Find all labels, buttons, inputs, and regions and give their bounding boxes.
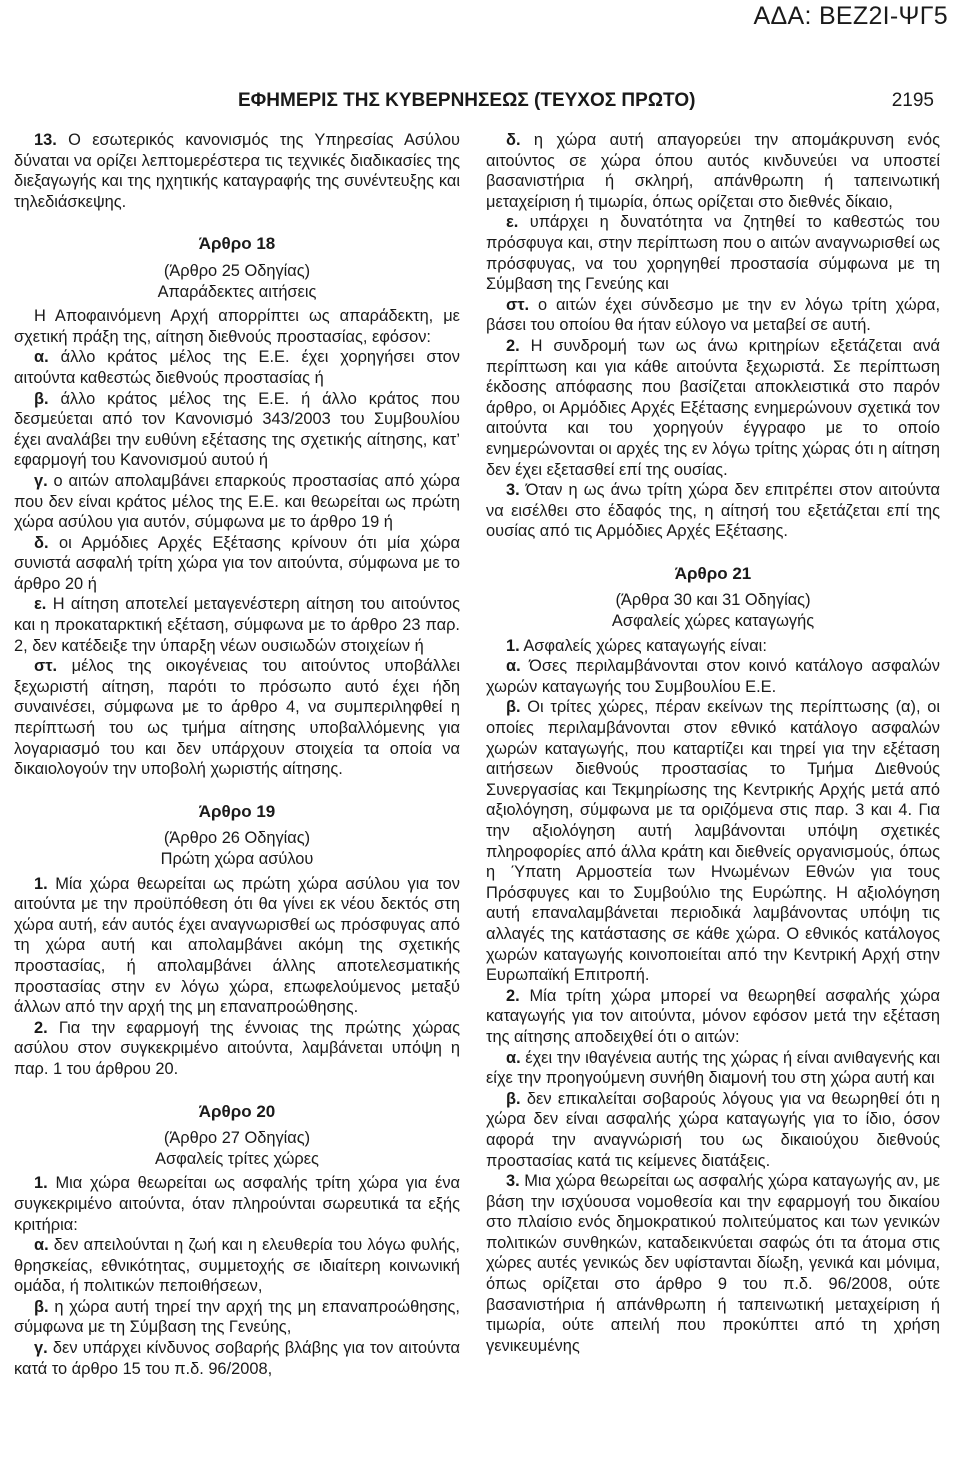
item-letter: α.	[506, 657, 521, 676]
item-text: Όσες περιλαμβάνονται στον κοινό κατάλογο ασφαλών χωρών καταγωγής του Συμβουλίου Ε.Ε.	[486, 657, 940, 696]
item-letter: στ.	[506, 295, 530, 314]
item-text: δεν υπάρχει κίνδυνος σοβαρής βλάβης για τον αιτούντα κατά το άρθρο 15 του π.δ. 96/2008,	[14, 1339, 460, 1378]
para-number: 13.	[34, 131, 57, 149]
item-letter: β.	[34, 1297, 49, 1316]
item-text: υπάρχει η δυνατότητα να ζητηθεί το καθεστώς του πρόσφυγα και, στην περίπτωση που ο αιτών αναγνωρισθεί ως πρόσφυγας, να του χορηγηθεί προστασία σύμφωνα με τη Σύμβαση της Γενεύης και	[486, 213, 940, 294]
para-text: Ασφαλείς χώρες καταγωγής είναι:	[519, 636, 767, 655]
article-19-par-1	[14, 874, 460, 1018]
article-20-item-st	[486, 295, 940, 336]
item-letter: δ.	[34, 533, 49, 552]
para-number: 2.	[34, 1018, 48, 1037]
article-21-item-b	[486, 697, 940, 985]
item-text: ο αιτών απολαμβάνει επαρκούς προστασίας από χώρα που δεν είναι κράτος μέλος της Ε.Ε. και θεωρείται ως πρώτη χώρα ασύλου για αυτόν, σύμφωνα με το άρθρο 19 ή	[14, 471, 460, 532]
item-letter: β.	[34, 389, 49, 408]
article-21-par-2-item-a	[486, 1048, 940, 1089]
item-text: άλλο κράτος μέλος της Ε.Ε. ή άλλο κράτος που δεσμεύεται από τον Κανονισμό 343/2003 του Συμβουλίου έχει αναλάβει την ευθύνη εξέτασης της σχετικής αίτησης, κατ’ εφαρμογή του Κανονισμού αυτού ή	[14, 389, 460, 470]
article-20-item-a	[14, 1235, 460, 1297]
item-text: η χώρα αυτή απαγορεύει την απομάκρυνση ενός αιτούντος σε χώρα όπου αυτός κινδυνεύει να υποστεί βασανιστήρια ή σκληρή, απάνθρωπη ή ταπεινωτική μεταχείριση ή τιμωρία, όπως ορίζεται στο διεθνές δίκαιο,	[486, 131, 940, 211]
para-number: 1.	[34, 874, 48, 893]
item-letter: δ.	[506, 131, 521, 149]
item-letter: β.	[506, 1089, 521, 1108]
item-text: δεν επικαλείται σοβαρούς λόγους για να θεωρηθεί ότι η χώρα δεν είναι ασφαλής χώρα καταγωγής για το ίδιο, όσον αφορά την αναγνώρισή του ως δικαιούχου διεθνούς προστασίας κατά τις κείμενες διατάξεις.	[486, 1089, 940, 1170]
para-number: 2.	[506, 336, 520, 355]
item-letter: β.	[506, 698, 521, 717]
article-20-par-3	[486, 480, 940, 542]
article-21-par-2	[486, 986, 940, 1048]
item-text: μέλος της οικογένειας του αιτούντος υποβάλλει ξεχωριστή αίτηση, παρότι το πρόσωπο αυτό έχει ήδη συναινέσει, σύμφωνα με το άρθρο 4, να συμπεριληφθεί η περίπτωσή του ως τμήμα αίτησης υποβαλλόμενης για λογαριασμό του και δεν υπάρχουν στοιχεία τα οποία να δικαιολογούν την υποβολή χωριστής αίτησης.	[14, 657, 460, 779]
article-18-title: Άρθρο 18	[198, 234, 276, 254]
para-text: Μία χώρα θεωρείται ως πρώτη χώρα ασύλου για τον αιτούντα με την προϋπόθεση ότι θα γίνει εκ νέου δεκτός στη χώρα αυτή, εάν αυτός έχει αναγνωρισθεί ως πρόσφυγας από τη χώρα αυτή και απολαμβάνει ακόμη της σχετικής προστασίας, ή απολαμβάνει άλλης αποτελεσματικής προστασίας στην εν λόγω χώρα, επωφελούμενος μεταξύ άλλων από την αρχή της μη επαναπροώθησης.	[14, 874, 460, 1017]
gazette-title: ΕΦΗΜΕΡΙΣ ΤΗΣ ΚΥΒΕΡΝΗΣΕΩΣ (ΤΕΥΧΟΣ ΠΡΩΤΟ)	[238, 90, 696, 111]
article-18-item-b	[14, 389, 460, 471]
para-text: Μια χώρα θεωρείται ως ασφαλής τρίτη χώρα για ένα συγκεκριμένο αιτούντα, όταν πληρούνται σωρευτικά τα εξής κριτήρια:	[14, 1174, 460, 1234]
para-text: Η συνδρομή των ως άνω κριτηρίων εξετάζεται ανά περίπτωση και για κάθε αιτούντα ξεχωριστά. Σε περίπτωση έκδοσης απόφασης που βασίζεται αποκλειστικά στο παρόν άρθρο, οι Αρμόδιες Αρχές Εξέτασης ενημερώνουν σχετικά τον αιτούντα και του χορηγούν έγγραφο με το οποίο ενημερώνονται οι αρχές της εν λόγω τρίτης χώρας ότι η αίτηση δεν έχει εξετασθεί επί της ουσίας.	[486, 336, 940, 479]
paragraph-13	[14, 130, 460, 212]
para-text: Μια χώρα θεωρείται ως ασφαλής χώρα καταγωγής αν, με βάση την ισχύουσα νομοθεσία και την εφαρμογή του δικαίου στο πλαίσιο ενός δημοκρατικού πολιτεύματος και των γενικών πολιτικών συνθηκών, καταδεικνύεται σαφώς ότι τα άτομα στις χώρες αυτές γενικώς δεν υφίστανται δίωξη, γενικά και μόνιμα, όπως ορίζεται στο άρθρο 9 του π.δ. 96/2008, ούτε βασανιστήρια ή απάνθρωπη ή ταπεινωτική μεταχείριση ή τιμωρία, ούτε απειλή που προκύπτει από τη χρήση γενικευμένης	[486, 1172, 940, 1355]
item-letter: α.	[506, 1048, 521, 1067]
item-letter: α.	[34, 1236, 49, 1255]
article-21-item-a	[486, 656, 940, 697]
para-text: Μία τρίτη χώρα μπορεί να θεωρηθεί ασφαλής χώρα καταγωγής για τον αιτούντα, μόνον εφόσον μετά την εξέταση της αίτησης αποδειχθεί ότι ο αιτών:	[486, 986, 940, 1046]
page-number: 2195	[891, 90, 934, 111]
article-19-par-2	[14, 1018, 460, 1080]
right-column	[486, 130, 940, 1356]
article-18-item-a	[14, 347, 460, 388]
para-number: 1.	[34, 1174, 48, 1193]
article-21-par-3	[486, 1171, 940, 1356]
para-text: Όταν η ως άνω τρίτη χώρα δεν επιτρέπει στον αιτούντα να εισέλθει στο έδαφός της, η αίτησή του εξετάζεται επί της ουσίας από τις Αρμόδιες Αρχές Εξέτασης.	[486, 481, 940, 541]
article-20-par-1	[14, 1173, 460, 1235]
para-number: 3.	[506, 1172, 520, 1191]
para-number: 1.	[506, 636, 520, 655]
article-21-heading: Ασφαλείς χώρες καταγωγής	[611, 612, 815, 631]
article-19-title: Άρθρο 19	[198, 801, 276, 821]
article-18-source: (Άρθρο 25 Οδηγίας)	[163, 261, 311, 280]
article-20-item-e	[486, 212, 940, 294]
article-21-source: (Άρθρα 30 και 31 Οδηγίας)	[615, 591, 811, 610]
article-21-title: Άρθρο 21	[674, 563, 752, 583]
item-text: η χώρα αυτή τηρεί την αρχή της μη επαναπροώθησης, σύμφωνα με τη Σύμβαση της Γενεύης,	[14, 1297, 460, 1337]
item-text: δεν απειλούνται η ζωή και η ελευθερία του λόγω φυλής, θρησκείας, εθνικότητας, συμμετοχής σε ιδιαίτερη κοινωνική ομάδα, ή πολιτικών πεποιθήσεων,	[14, 1236, 460, 1296]
item-letter: στ.	[34, 657, 58, 676]
article-21-par-1	[486, 636, 940, 657]
article-20-title: Άρθρο 20	[198, 1101, 276, 1121]
item-letter: α.	[34, 348, 49, 367]
para-text: Ο εσωτερικός κανονισμός της Υπηρεσίας Ασύλου δύναται να ορίζει λεπτομερέστερα τις τεχνικές διαδικασίες της διεξαγωγής και της ηχητικής καταγραφής της συνέντευξης και τηλεδιάσκεψης.	[14, 131, 460, 211]
para-number: 3.	[506, 481, 520, 500]
item-letter: γ.	[34, 471, 48, 490]
article-18-item-st	[14, 656, 460, 780]
item-text: Οι τρίτες χώρες, πέραν εκείνων της περίπτωσης (α), οι οποίες περιλαμβάνονται στον εθνικό κατάλογο ασφαλών χωρών καταγωγής, που καταρτίζει και τηρεί για την εξέταση αιτήσεων διεθνούς προστασίας το Τμήμα Διεθνούς Συνεργασίας και Τεκμηρίωσης της Κεντρικής Αρχής μετά από αξιολόγηση, σύμφωνα με τα οριζόμενα στις παρ. 3 και 4. Για την αξιολόγηση αυτή λαμβάνονται υπόψη σχετικές πληροφορίες από άλλα κράτη και διεθνείς οργανισμούς, όπως η Ύπατη Αρμοστεία των Ηνωμένων Εθνών για τους Πρόσφυγες και το Συμβούλιο της Ευρώπης. Η αξιολόγηση αυτή επαναλαμβάνεται περιοδικά λαμβάνοντας υπόψη τις αλλαγές της κατάστασης σε κάθε χώρα. Ο εθνικός κατάλογος χωρών καταγωγής κοινοποιείται από την Κεντρική Αρχή στην Ευρωπαϊκή Επιτροπή.	[486, 698, 940, 985]
item-text: ο αιτών έχει σύνδεσμο με την εν λόγω τρίτη χώρα, βάσει του οποίου θα ήταν εύλογο να μεταβεί σε αυτή.	[486, 295, 940, 335]
article-21-par-2-item-b	[486, 1089, 940, 1171]
item-text: έχει την ιθαγένεια αυτής της χώρας ή είναι ανιθαγενής και είχε την προηγούμενη συνήθη διαμονή του στη χώρα αυτή και	[486, 1048, 940, 1088]
article-20-heading: Ασφαλείς τρίτες χώρες	[155, 1149, 319, 1168]
page-header	[238, 90, 934, 112]
item-letter: ε.	[34, 595, 47, 614]
article-18-intro: Η Αποφαινόμενη Αρχή απορρίπτει ως απαράδεκτη, με σχετική πράξη της, αίτηση διεθνούς προστασίας, εφόσον:	[14, 307, 460, 346]
item-text: Η αίτηση αποτελεί μεταγενέστερη αίτηση του αιτούντος και η προκαταρκτική εξέταση, σύμφωνα με το άρθρο 23 παρ. 2, δεν κατέδειξε την ύπαρξη νέων ουσιωδών στοιχείων ή	[14, 595, 460, 655]
article-20-item-c	[14, 1338, 460, 1379]
article-19-heading: Πρώτη χώρα ασύλου	[160, 850, 314, 868]
item-text: οι Αρμόδιες Αρχές Εξέτασης κρίνουν ότι μία χώρα συνιστά ασφαλή τρίτη χώρα για τον αιτούντα, σύμφωνα με το άρθρο 20 ή	[14, 533, 460, 593]
article-18-heading: Απαράδεκτες αιτήσεις	[157, 282, 317, 301]
left-column	[14, 130, 460, 1379]
article-20-source: (Άρθρο 27 Οδηγίας)	[163, 1129, 311, 1148]
article-19-source: (Άρθρο 26 Οδηγίας)	[163, 829, 311, 848]
article-18-item-c	[14, 471, 460, 533]
item-text: άλλο κράτος μέλος της Ε.Ε. έχει χορηγήσει στον αιτούντα καθεστώς διεθνούς προστασίας ή	[14, 348, 460, 387]
ada-code: ΑΔΑ: ΒΕΖ2Ι-ΨΓ5	[753, 2, 948, 30]
article-18-item-d	[14, 533, 460, 595]
item-letter: ε.	[506, 213, 519, 232]
article-20-item-d	[486, 130, 940, 212]
article-18-item-e	[14, 594, 460, 656]
para-text: Για την εφαρμογή της έννοιας της πρώτης χώρας ασύλου στον συγκεκριμένο αιτούντα, λαμβάνεται υπόψη η παρ. 1 του άρθρου 20.	[14, 1018, 460, 1078]
item-letter: γ.	[34, 1339, 48, 1358]
article-20-par-2	[486, 336, 940, 480]
article-20-item-b	[14, 1297, 460, 1338]
para-number: 2.	[506, 986, 520, 1005]
